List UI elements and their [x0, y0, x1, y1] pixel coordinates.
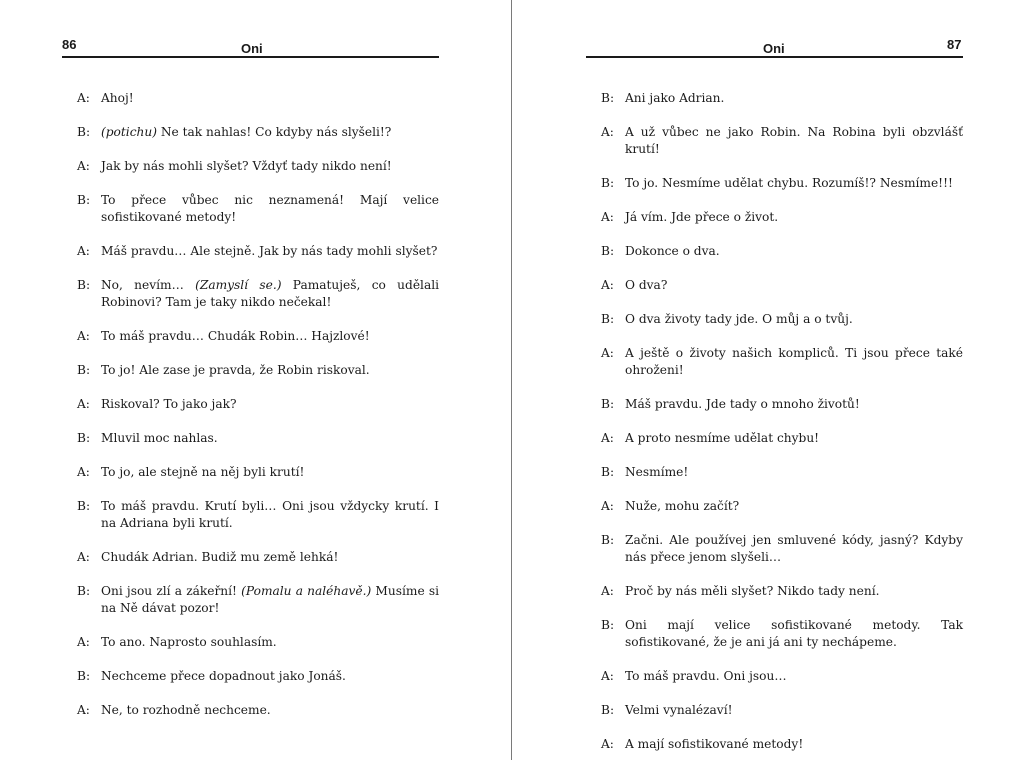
page-number: 86: [62, 37, 77, 52]
line-text: [101, 277, 439, 311]
spoken-text: Já vím. Jde přece o život.: [625, 210, 779, 224]
speaker-label: A:: [77, 465, 90, 479]
line-text: [625, 668, 963, 685]
line-text: [625, 90, 963, 107]
dialogue-line: [601, 498, 963, 515]
speaker-label: A:: [77, 159, 90, 173]
spoken-text: Oni jsou zlí a zákeřní!: [101, 584, 242, 598]
line-text: [101, 668, 439, 685]
line-text: [101, 158, 439, 175]
dialogue-line: [601, 617, 963, 651]
spoken-text: Ne tak nahlas! Co kdyby nás slyšeli!?: [156, 125, 392, 139]
spoken-text: Velmi vynalézaví!: [625, 703, 733, 717]
dialogue-line: [601, 175, 963, 192]
line-text: [625, 430, 963, 447]
line-text: [625, 583, 963, 600]
dialogue-line: [77, 464, 439, 481]
spoken-text: Začni. Ale používej jen smluvené kódy, jasný? Kdyby nás přece jenom slyšeli…: [625, 533, 963, 564]
line-text: [625, 345, 963, 379]
speaker-label: B:: [601, 397, 615, 411]
spoken-text: To jo, ale stejně na něj byli krutí!: [101, 465, 305, 479]
line-text: [625, 243, 963, 260]
speaker-label: A:: [601, 737, 614, 751]
right-page: [512, 0, 1024, 760]
speaker-label: B:: [601, 533, 615, 547]
spoken-text: A už vůbec ne jako Robin. Na Robina byli obzvlášť krutí!: [625, 125, 963, 156]
line-text: [625, 617, 963, 651]
line-text: [101, 464, 439, 481]
line-text: [101, 430, 439, 447]
line-text: [101, 549, 439, 566]
dialogue-line: [601, 90, 963, 107]
dialogue-line: [601, 396, 963, 413]
dialogue-line: [77, 549, 439, 566]
spoken-text: Nechceme přece dopadnout jako Jonáš.: [101, 669, 346, 683]
spoken-text: Nuže, mohu začít?: [625, 499, 740, 513]
dialogue-line: [601, 430, 963, 447]
speaker-label: B:: [77, 193, 91, 207]
dialogue-line: [77, 90, 439, 107]
speaker-label: B:: [601, 465, 615, 479]
speaker-label: A:: [77, 703, 90, 717]
line-text: [625, 277, 963, 294]
spoken-text: To ano. Naprosto souhlasím.: [101, 635, 277, 649]
line-text: [101, 328, 439, 345]
line-text: [625, 209, 963, 226]
dialogue-line: [77, 328, 439, 345]
speaker-label: B:: [77, 669, 91, 683]
dialogue-line: [601, 736, 963, 753]
spoken-text: A ještě o životy našich kompliců. Ti jsou přece také ohroženi!: [625, 346, 963, 377]
speaker-label: B:: [77, 431, 91, 445]
spoken-text: A proto nesmíme udělat chybu!: [625, 431, 820, 445]
speaker-label: B:: [601, 703, 615, 717]
speaker-label: B:: [601, 618, 615, 632]
dialogue-line: [77, 362, 439, 379]
speaker-label: A:: [77, 91, 90, 105]
speaker-label: A:: [77, 329, 90, 343]
spoken-text: A mají sofistikované metody!: [625, 737, 804, 751]
spoken-text: To máš pravdu… Chudák Robin… Hajzlové!: [101, 329, 370, 343]
stage-direction: (potichu): [101, 125, 157, 139]
dialogue-line: [77, 634, 439, 651]
spoken-text: Oni mají velice sofistikované metody. Tak sofistikované, že je ani já ani ty nechápeme.: [625, 618, 963, 649]
spoken-text: O dva?: [625, 278, 668, 292]
line-text: [625, 311, 963, 328]
speaker-label: A:: [601, 346, 614, 360]
dialogue-line: [601, 345, 963, 379]
line-text: [625, 498, 963, 515]
speaker-label: A:: [77, 635, 90, 649]
line-text: [101, 583, 439, 617]
dialogue-line: [77, 243, 439, 260]
line-text: [101, 702, 439, 719]
dialogue-line: [77, 583, 439, 617]
header-rule: [62, 56, 439, 58]
spoken-text: Chudák Adrian. Budiž mu země lehká!: [101, 550, 339, 564]
spoken-text: To jo. Nesmíme udělat chybu. Rozumíš!? Nesmíme!!!: [625, 176, 953, 190]
dialogue-line: [77, 668, 439, 685]
speaker-label: B:: [77, 363, 91, 377]
speaker-label: B:: [77, 125, 91, 139]
spoken-text: Máš pravdu… Ale stejně. Jak by nás tady mohli slyšet?: [101, 244, 438, 258]
spoken-text: Proč by nás měli slyšet? Nikdo tady není.: [625, 584, 880, 598]
dialogue-line: [77, 396, 439, 413]
line-text: [101, 124, 439, 141]
spoken-text: O dva životy tady jde. O můj a o tvůj.: [625, 312, 853, 326]
speaker-label: B:: [77, 584, 91, 598]
speaker-label: A:: [601, 584, 614, 598]
speaker-label: B:: [77, 499, 91, 513]
line-text: [101, 192, 439, 226]
line-text: [101, 634, 439, 651]
dialogue: [77, 90, 439, 736]
dialogue-line: [77, 430, 439, 447]
line-text: [625, 532, 963, 566]
speaker-label: A:: [601, 669, 614, 683]
spoken-text: Riskoval? To jako jak?: [101, 397, 237, 411]
speaker-label: B:: [601, 244, 615, 258]
spoken-text: Dokonce o dva.: [625, 244, 720, 258]
line-text: [625, 464, 963, 481]
line-text: [625, 124, 963, 158]
line-text: [625, 736, 963, 753]
speaker-label: A:: [601, 125, 614, 139]
line-text: [101, 362, 439, 379]
dialogue-line: [601, 277, 963, 294]
speaker-label: B:: [77, 278, 91, 292]
line-text: [625, 175, 963, 192]
speaker-label: A:: [77, 550, 90, 564]
running-head: Oni: [241, 41, 263, 56]
header-rule: [586, 56, 963, 58]
line-text: [101, 396, 439, 413]
dialogue-line: [601, 124, 963, 158]
dialogue-line: [601, 311, 963, 328]
speaker-label: B:: [601, 176, 615, 190]
spoken-text: To máš pravdu. Oni jsou…: [625, 669, 787, 683]
speaker-label: A:: [601, 431, 614, 445]
spoken-text: To máš pravdu. Krutí byli… Oni jsou vždycky krutí. I na Adriana byli krutí.: [101, 499, 439, 530]
dialogue-line: [601, 243, 963, 260]
dialogue-line: [601, 209, 963, 226]
stage-direction: (Pomalu a naléhavě.): [241, 584, 372, 598]
dialogue: [601, 90, 963, 770]
dialogue-line: [77, 277, 439, 311]
spoken-text: Ahoj!: [101, 91, 134, 105]
spoken-text: Nesmíme!: [625, 465, 689, 479]
line-text: [101, 498, 439, 532]
speaker-label: A:: [601, 210, 614, 224]
line-text: [625, 396, 963, 413]
spoken-text: Máš pravdu. Jde tady o mnoho životů!: [625, 397, 860, 411]
page-number: 87: [947, 37, 962, 52]
dialogue-line: [77, 124, 439, 141]
speaker-label: A:: [77, 244, 90, 258]
speaker-label: A:: [77, 397, 90, 411]
speaker-label: A:: [601, 278, 614, 292]
speaker-label: B:: [601, 312, 615, 326]
dialogue-line: [77, 498, 439, 532]
spoken-text: Ani jako Adrian.: [625, 91, 725, 105]
spoken-text: To přece vůbec nic neznamená! Mají velice sofistikované metody!: [101, 193, 439, 224]
line-text: [625, 702, 963, 719]
spoken-text: No, nevím…: [101, 278, 196, 292]
line-text: [101, 243, 439, 260]
running-head: Oni: [763, 41, 785, 56]
spoken-text: Pamatuješ, co udělali Robinovi? Tam je taky nikdo nečekal!: [101, 278, 440, 309]
stage-direction: (Zamyslí se.): [195, 278, 282, 292]
speaker-label: A:: [601, 499, 614, 513]
spoken-text: To jo! Ale zase je pravda, že Robin riskoval.: [101, 363, 370, 377]
dialogue-line: [77, 192, 439, 226]
dialogue-line: [601, 583, 963, 600]
dialogue-line: [77, 158, 439, 175]
dialogue-line: [601, 702, 963, 719]
dialogue-line: [601, 532, 963, 566]
speaker-label: B:: [601, 91, 615, 105]
dialogue-line: [77, 702, 439, 719]
left-page: [0, 0, 512, 760]
spoken-text: Jak by nás mohli slyšet? Vždyť tady nikdo není!: [101, 159, 392, 173]
line-text: [101, 90, 439, 107]
spoken-text: Ne, to rozhodně nechceme.: [101, 703, 271, 717]
spoken-text: Musíme si na Ně dávat pozor!: [101, 584, 439, 615]
dialogue-line: [601, 464, 963, 481]
dialogue-line: [601, 668, 963, 685]
spoken-text: Mluvil moc nahlas.: [101, 431, 218, 445]
